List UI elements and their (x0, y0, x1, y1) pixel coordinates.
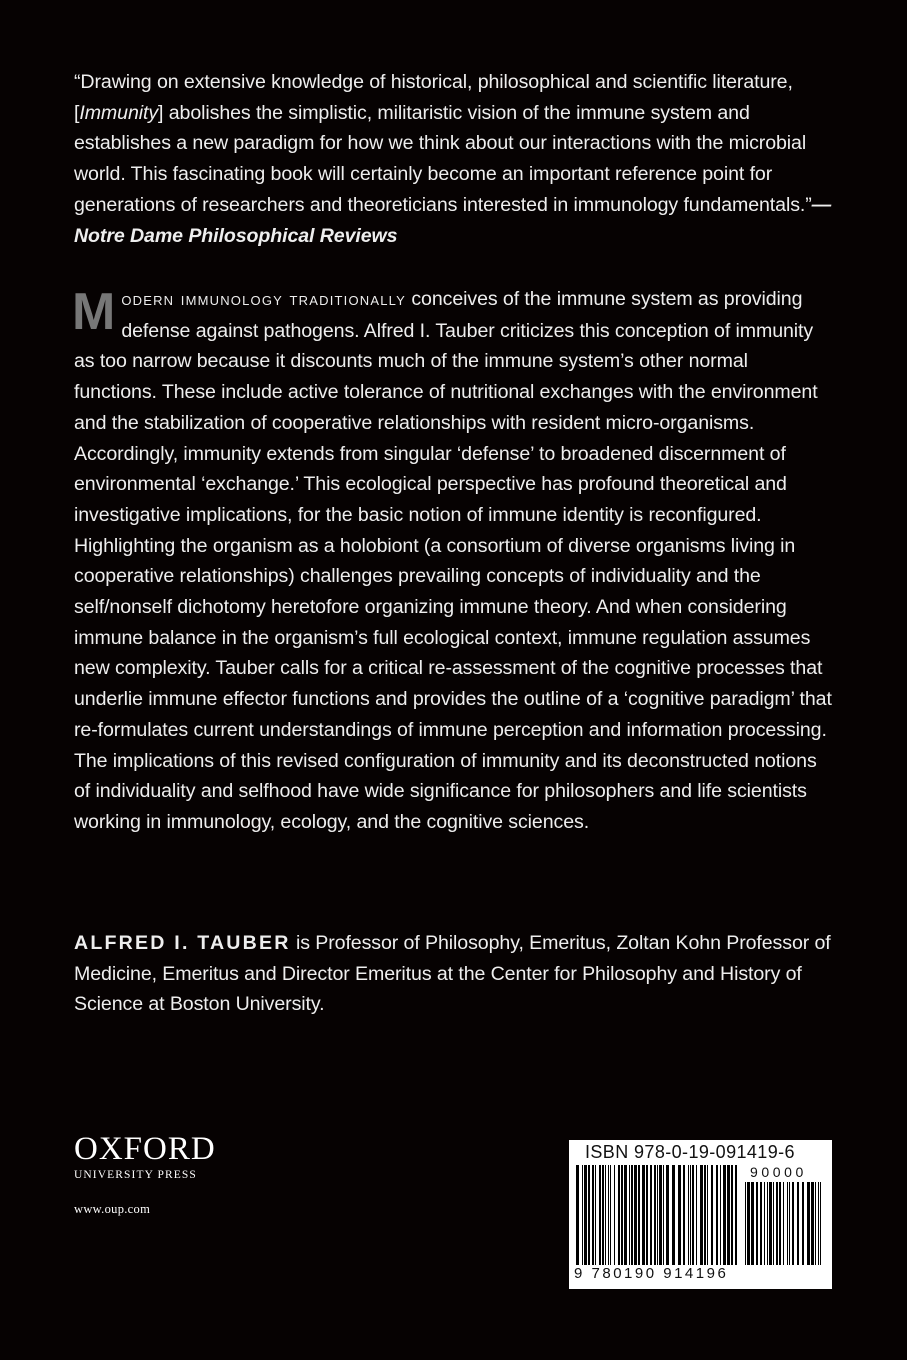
barcode-bar (735, 1165, 737, 1265)
barcode-bar (595, 1165, 596, 1265)
barcode-bar (654, 1165, 656, 1265)
barcode-bar (576, 1165, 579, 1265)
barcode-bar (605, 1165, 606, 1265)
barcode-bar (692, 1165, 694, 1265)
barcode-bar (747, 1182, 750, 1265)
barcode-bar (666, 1165, 669, 1265)
barcode-bar (646, 1165, 648, 1265)
barcode-bar (764, 1182, 765, 1265)
barcode-bar (638, 1165, 640, 1265)
barcode-bar (610, 1165, 611, 1265)
barcode-bar (773, 1182, 774, 1265)
barcode-bar (731, 1165, 733, 1265)
barcode-bar (657, 1165, 658, 1265)
barcode-bar (779, 1182, 781, 1265)
barcode-bar (584, 1165, 587, 1265)
barcode-bar (599, 1165, 601, 1265)
barcode-bar (696, 1165, 697, 1265)
barcode-bar (720, 1165, 721, 1265)
barcode-bar (792, 1182, 794, 1265)
barcode-bar (690, 1165, 691, 1265)
addon-barcode (745, 1182, 823, 1265)
barcode-bar (797, 1182, 799, 1265)
barcode-bar (811, 1182, 814, 1265)
barcode-bar (663, 1165, 664, 1265)
barcode-bar (634, 1165, 637, 1265)
barcode-bar (723, 1165, 726, 1265)
quote-text: “Drawing on extensive knowledge of historical, philosophical and scientific literature, [ (74, 71, 793, 124)
addon-number: 90000 (750, 1164, 807, 1180)
barcode-bar (716, 1165, 718, 1265)
publisher-logo: OXFORD (74, 1131, 216, 1167)
barcode-bar (704, 1165, 706, 1265)
barcode-bar (688, 1165, 689, 1265)
barcode-bar (624, 1165, 627, 1265)
drop-cap: M (72, 283, 116, 341)
barcode-bar (621, 1165, 623, 1265)
barcode-bar (631, 1165, 633, 1265)
author-bio (74, 928, 836, 1020)
barcode-bar (683, 1165, 685, 1265)
barcode-bar (659, 1165, 662, 1265)
barcode-bar (707, 1165, 708, 1265)
barcode-bar (756, 1182, 758, 1265)
publisher-subtitle: UNIVERSITY PRESS (74, 1169, 197, 1181)
review-source: —Notre Dame Philosophical Reviews (74, 193, 832, 247)
book-title: Immunity (79, 101, 159, 124)
barcode-bar (592, 1165, 594, 1265)
barcode-bar (650, 1165, 652, 1265)
barcode-bar (582, 1165, 583, 1265)
publisher-url: www.oup.com (74, 1202, 151, 1216)
book-description (74, 284, 836, 838)
barcode-bar (745, 1182, 746, 1265)
barcode-bar (783, 1182, 784, 1265)
lead-in: odern immunology traditionally (121, 289, 407, 310)
barcode-bar (711, 1165, 713, 1265)
author-bio-text: is Professor of Philosophy, Emeritus, Zoltan Kohn Professor of Medicine, Emeritus and Director Emeritus at the Center for Philosophy and History of Science at Boston University. (74, 932, 831, 1016)
barcode-bar (802, 1182, 804, 1265)
barcode-bar (776, 1182, 778, 1265)
quote-text-end: ] abolishes the simplistic, militaristic vision of the immune system and establishes a new paradigm for how we think about our interactions with the microbial world. This fascinating book will certainly become an important reference point for generations of researchers and theoreticians interested in immunology fundamentals.” (74, 101, 812, 216)
ean-digits: 9 780190 914196 (574, 1265, 729, 1282)
barcode-bar (700, 1165, 703, 1265)
author-name: ALFRED I. TAUBER (74, 932, 291, 954)
barcode-bar (642, 1165, 645, 1265)
barcode-bar (602, 1165, 604, 1265)
ean-barcode (576, 1165, 742, 1265)
barcode-bar (815, 1182, 816, 1265)
publisher-block (74, 1132, 274, 1217)
barcode-bar (807, 1182, 810, 1265)
barcode-bar (672, 1165, 675, 1265)
barcode-bar (767, 1182, 768, 1265)
barcode-bar (751, 1182, 754, 1265)
barcode-box (569, 1140, 832, 1289)
barcode-bar (618, 1165, 620, 1265)
description-body: conceives of the immune system as providing defense against pathogens. Alfred I. Tauber criticizes this conception of immunity as too narrow because it discounts much of the immune system’s other normal functions. These include active tolerance of nutritional exchanges with the environment and the stabilization of cooperative relationships with resident micro-organisms. Accordingly, immunity extends from singular ‘defense’ to broadened discernment of environmental ‘exchange.’ This ecological perspective has profound theoretical and investigative implications, for the basic notion of immune identity is reconfigured. Highlighting the organism as a holobiont (a consortium of diverse organisms living in cooperative relationships) challenges prevailing concepts of individuality and the self/nonself dichotomy heretofore organizing immune theory. And when considering immune balance in the organism’s full ecological context, immune regulation assumes new complexity. Tauber calls for a critical re-assessment of the cognitive processes that underlie immune effector functions and provides the outline of a ‘cognitive paradigm’ that re-formulates current understandings of immune perception and information processing. The implications of this revised configuration of immunity and its deconstructed notions of individuality and selfhood have wide significance for philosophers and life scientists working in immunology, ecology, and the cognitive sciences. (74, 288, 832, 833)
barcode-bar (820, 1182, 821, 1265)
barcode-bar (789, 1182, 790, 1265)
barcode-bar (787, 1182, 788, 1265)
barcode-bar (588, 1165, 590, 1265)
review-blurb (74, 67, 836, 251)
barcode-bar (678, 1165, 681, 1265)
barcode-bar (760, 1182, 762, 1265)
isbn-label: ISBN 978-0-19-091419-6 (585, 1142, 795, 1162)
barcode-bar (629, 1165, 630, 1265)
barcode-bar (614, 1165, 615, 1265)
barcode-bar (608, 1165, 609, 1265)
barcode-bar (818, 1182, 819, 1265)
barcode-bar (727, 1165, 730, 1265)
barcode-bar (769, 1182, 772, 1265)
